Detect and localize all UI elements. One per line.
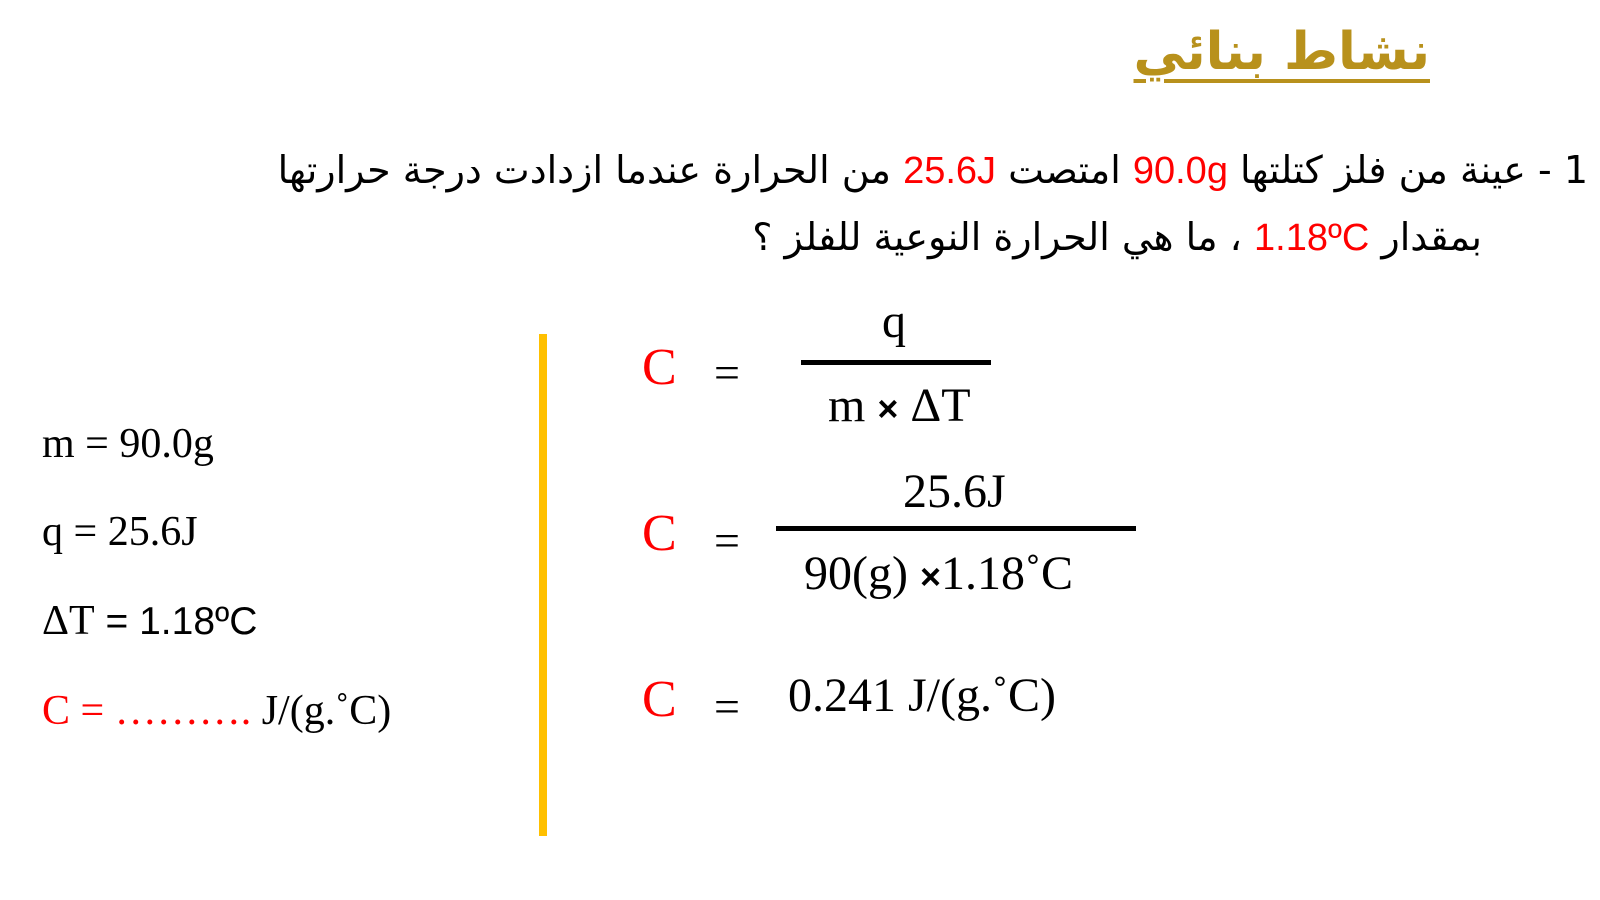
formula-denominator-m: m: [828, 379, 866, 432]
given-mass: [42, 420, 214, 468]
formula-equals: =: [714, 347, 740, 398]
given-heat-label: q =: [42, 509, 108, 555]
question-text-1c: من الحرارة عندما ازدادت درجة حرارتها: [277, 148, 904, 192]
substitution-fraction-bar: [776, 526, 1136, 531]
formula-numerator: q: [882, 295, 906, 348]
formula-times: ×: [877, 388, 899, 429]
formula-denominator: [828, 378, 971, 433]
formula-c-symbol: C: [642, 339, 677, 396]
given-specific-heat-unit: J/(g.˚C): [251, 688, 392, 734]
question-text-2a: بمقدار: [1369, 215, 1482, 259]
substitution-denominator: [804, 546, 1073, 601]
question-mass-value: 90.0g: [1132, 150, 1228, 192]
substitution-numerator: 25.6J: [903, 465, 1006, 518]
activity-title: نشاط بنائي: [1133, 22, 1430, 82]
question-line-1: [278, 148, 1588, 193]
question-delta-t-value: 1.18ºC: [1254, 217, 1370, 259]
given-delta-t-value: = 1.18ºC: [94, 600, 258, 643]
question-line-2: [752, 215, 1482, 260]
question-text-1a: 1 - عينة من فلز كتلتها: [1227, 148, 1588, 192]
given-specific-heat: [42, 687, 391, 735]
question-heat-value: 25.6J: [903, 150, 997, 192]
formula-denominator-dt: ΔT: [910, 379, 971, 432]
given-delta-t-symbol: ΔT: [42, 598, 95, 644]
question-text-1b: امتصت: [996, 148, 1133, 192]
given-delta-t: [42, 597, 257, 645]
given-heat: [42, 508, 198, 556]
result-equals: =: [714, 681, 740, 732]
result-c-symbol: C: [642, 671, 677, 728]
substitution-denominator-temp: 1.18˚C: [941, 547, 1073, 600]
vertical-divider: [539, 334, 547, 836]
substitution-denominator-mass: 90(g): [804, 547, 908, 600]
given-specific-heat-label: C = ……….: [42, 688, 252, 734]
given-mass-value: 90.0g: [119, 421, 214, 467]
substitution-equals: =: [714, 515, 740, 566]
result-value: 0.241 J/(g.˚C): [788, 669, 1056, 722]
question-text-2b: ، ما هي الحرارة النوعية للفلز ؟: [752, 215, 1255, 259]
substitution-times: ×: [919, 556, 941, 597]
given-heat-value: 25.6J: [107, 509, 198, 555]
given-mass-label: m =: [42, 421, 120, 467]
formula-fraction-bar: [801, 360, 991, 365]
substitution-c-symbol: C: [642, 505, 677, 562]
